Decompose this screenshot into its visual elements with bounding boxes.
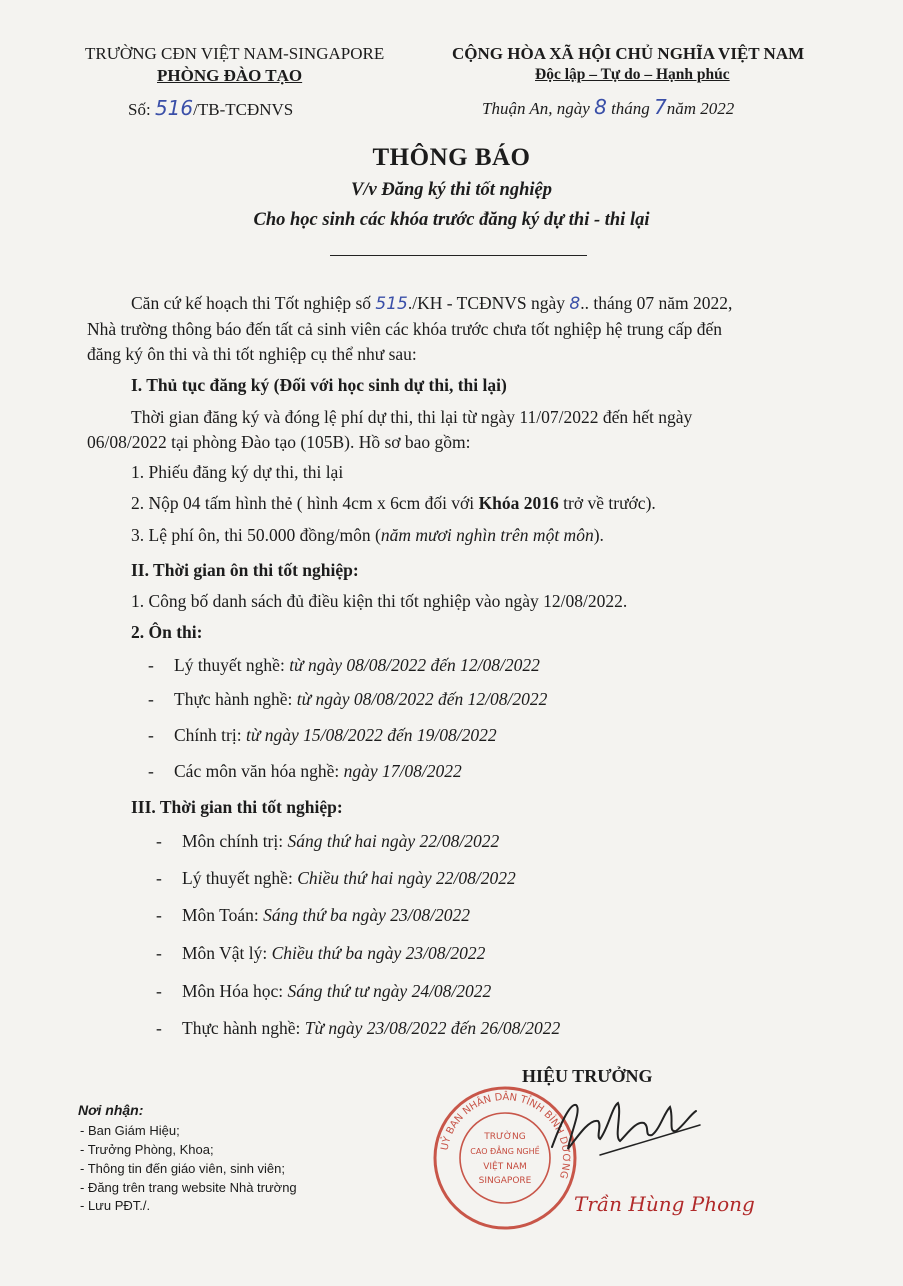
bullet-dash: - — [148, 655, 154, 675]
row-value: từ ngày 15/08/2022 đến 19/08/2022 — [245, 725, 497, 745]
row-label: Các môn văn hóa nghề: — [174, 761, 340, 781]
subtitle-1: V/v Đăng ký thi tốt nghiệp — [351, 180, 552, 200]
exam-row — [156, 1018, 560, 1039]
section-2-item-2: 2. Ôn thi: — [131, 622, 203, 642]
intro-line-2: Nhà trường thông báo đến tất cả sinh viên các khóa trước chưa tốt nghiệp hệ trung cấp đến — [87, 319, 722, 339]
item-3-italic: năm mươi nghìn trên một môn — [380, 525, 594, 545]
document-title: THÔNG BÁO — [372, 144, 531, 171]
plan-number-handwritten: 515 — [375, 294, 408, 314]
row-label: Môn chính trị: — [182, 831, 284, 851]
review-row — [148, 689, 547, 710]
row-value: từ ngày 08/08/2022 đến 12/08/2022 — [289, 655, 540, 675]
intro-text-a: Căn cứ kế hoạch thi Tốt nghiệp số — [131, 293, 372, 313]
item-2-bold: Khóa 2016 — [478, 493, 559, 513]
bullet-dash: - — [156, 831, 162, 851]
exam-row — [156, 905, 470, 926]
bullet-dash: - — [156, 868, 162, 888]
signer-role: HIỆU TRƯỞNG — [522, 1066, 653, 1086]
section-1-line-1: Thời gian đăng ký và đóng lệ phí dự thi, thi lại từ ngày 11/07/2022 đến hết ngày — [131, 407, 693, 427]
number-prefix: Số: — [128, 100, 151, 119]
section-1-item-3 — [131, 525, 604, 546]
signer-name: Trần Hùng Phong — [574, 1192, 755, 1216]
row-value: Sáng thứ tư ngày 24/08/2022 — [287, 981, 492, 1001]
bullet-dash: - — [148, 689, 154, 709]
item-3-text-c: ). — [593, 525, 604, 545]
row-label: Lý thuyết nghề: — [182, 868, 293, 888]
recipient-item: - Lưu PĐT./. — [80, 1198, 151, 1213]
day-handwritten: 8 — [594, 95, 607, 119]
row-value: Sáng thứ ba ngày 23/08/2022 — [263, 905, 470, 925]
bullet-dash: - — [148, 761, 154, 781]
item-3-text-a: 3. Lệ phí ôn, thi 50.000 đồng/môn ( — [131, 525, 381, 545]
row-value: ngày 17/08/2022 — [343, 761, 462, 781]
intro-line-1 — [131, 293, 826, 314]
recipients-heading: Nơi nhận: — [78, 1102, 144, 1118]
section-3-heading: III. Thời gian thi tốt nghiệp: — [131, 797, 343, 817]
section-1-item-2 — [131, 493, 656, 514]
row-value: Từ ngày 23/08/2022 đến 26/08/2022 — [304, 1018, 561, 1038]
recipient-item: - Ban Giám Hiệu; — [80, 1123, 180, 1138]
recipient-item: - Đăng trên trang website Nhà trường — [80, 1180, 297, 1195]
document-number — [128, 96, 293, 120]
subtitle-2: Cho học sinh các khóa trước đăng ký dự thi - thi lại — [253, 210, 650, 230]
row-value: Chiều thứ hai ngày 22/08/2022 — [297, 868, 516, 888]
bullet-dash: - — [156, 1018, 162, 1038]
item-2-text-a: 2. Nộp 04 tấm hình thẻ ( hình 4cm x 6cm đối với — [131, 493, 475, 513]
section-1-heading: I. Thủ tục đăng ký (Đối với học sinh dự thi, thi lại) — [131, 375, 507, 395]
row-label: Môn Toán: — [182, 905, 259, 925]
recipient-item: - Thông tin đến giáo viên, sinh viên; — [80, 1161, 286, 1176]
item-2-text-c: trở về trước). — [563, 493, 656, 513]
bullet-dash: - — [148, 725, 154, 745]
exam-row — [156, 868, 516, 889]
school-name: TRƯỜNG CĐN VIỆT NAM-SINGAPORE — [85, 44, 385, 63]
row-label: Môn Vật lý: — [182, 943, 268, 963]
stamp-line: SINGAPORE — [478, 1176, 532, 1186]
exam-row — [156, 981, 491, 1002]
recipient-item: - Trưởng Phòng, Khoa; — [80, 1142, 214, 1157]
row-label: Thực hành nghề: — [182, 1018, 301, 1038]
section-2-item-1: 1. Công bố danh sách đủ điều kiện thi tốt nghiệp vào ngày 12/08/2022. — [131, 591, 628, 611]
bullet-dash: - — [156, 981, 162, 1001]
row-value: Chiều thứ ba ngày 23/08/2022 — [271, 943, 486, 963]
number-suffix: /TB-TCĐNVS — [193, 100, 294, 119]
stamp-line: CAO ĐẲNG NGHỀ — [470, 1147, 540, 1156]
handwritten-signature — [540, 1085, 710, 1165]
stamp-ring-text: UỶ BAN NHÂN DÂN TỈNH BÌNH DƯƠNG — [439, 1091, 572, 1180]
bullet-dash: - — [156, 905, 162, 925]
intro-text-b: ./KH - TCĐNVS ngày — [407, 293, 566, 313]
section-2-heading: II. Thời gian ôn thi tốt nghiệp: — [131, 560, 359, 580]
exam-row — [156, 831, 499, 852]
bullet-dash: - — [156, 943, 162, 963]
review-row — [148, 725, 497, 746]
exam-row — [156, 943, 485, 964]
country-name: CỘNG HÒA XÃ HỘI CHỦ NGHĨA VIỆT NAM — [452, 44, 805, 63]
row-label: Môn Hóa học: — [182, 981, 284, 1001]
department-name: PHÒNG ĐÀO TẠO — [157, 66, 303, 85]
month-handwritten: 7 — [654, 95, 667, 119]
review-row — [148, 761, 462, 782]
section-1-item-1: 1. Phiếu đăng ký dự thi, thi lại — [131, 462, 344, 482]
date-line — [482, 95, 734, 119]
stamp-line: TRƯỜNG — [484, 1132, 526, 1142]
row-label: Thực hành nghề: — [174, 689, 293, 709]
row-value: từ ngày 08/08/2022 đến 12/08/2022 — [296, 689, 548, 709]
row-value: Sáng thứ hai ngày 22/08/2022 — [287, 831, 500, 851]
section-1-line-2: 06/08/2022 tại phòng Đào tạo (105B). Hồ sơ bao gồm: — [87, 432, 471, 452]
date-place: Thuận An, ngày — [482, 99, 590, 118]
plan-day-handwritten: 8 — [569, 294, 581, 314]
year: năm 2022 — [666, 99, 735, 118]
stamp-line: VIỆT NAM — [483, 1162, 527, 1172]
intro-text-c: .. tháng 07 năm 2022, — [580, 293, 733, 313]
review-row — [148, 655, 540, 676]
number-handwritten: 516 — [154, 96, 194, 120]
title-divider — [330, 255, 587, 256]
row-label: Lý thuyết nghề: — [174, 655, 285, 675]
motto: Độc lập – Tự do – Hạnh phúc — [535, 66, 730, 83]
month-word: tháng — [611, 99, 650, 118]
intro-line-3: đăng ký ôn thi và thi tốt nghiệp cụ thể như sau: — [87, 344, 417, 364]
row-label: Chính trị: — [174, 725, 242, 745]
